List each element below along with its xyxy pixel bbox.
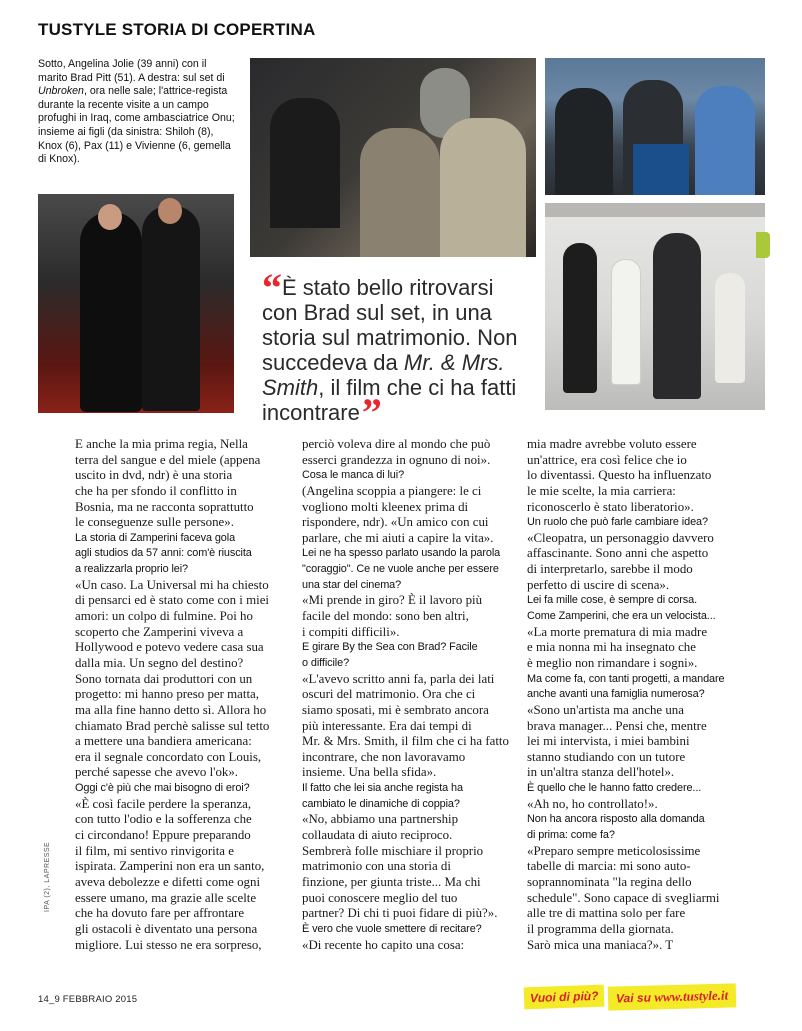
website-promo[interactable]: [524, 984, 766, 1010]
text-line: mia madre avrebbe voluto essere: [527, 437, 697, 451]
text-line: gli ostacoli è diventato una persona: [75, 921, 258, 936]
text-line: «No, abbiamo una partnership: [302, 812, 459, 827]
text-line: parlare, che mi aiuti a capire la vita».: [302, 530, 494, 545]
text-line: perciò voleva dire al mondo che può: [302, 437, 491, 451]
text-line: facile del mondo: sono ben altri,: [302, 609, 469, 624]
interview-question: È quello che le hanno fatto credere...: [527, 782, 702, 795]
text-line: perché sapesse che avevo l'ok».: [75, 765, 239, 780]
text-line: insieme. Una bella sfida».: [302, 765, 437, 780]
caption-text-2: , ora nelle sale; l'attrice-regista durante la recente visite a un campo profughi in Iraq, come ambasciatrice Onu; insieme ai figli (da sinistra: Shiloh (8), Knox (6), Pax (11) e Vivienne (6, gemella di Knox).: [38, 85, 235, 166]
article-column-3: [527, 437, 765, 953]
text-line: «Preparo sempre meticolosissime: [527, 843, 701, 858]
interview-question: Cosa le manca di lui?: [302, 469, 405, 482]
interview-question: Come Zamperini, che era un velocista...: [527, 610, 716, 623]
text-line: uscito in dvd, ndr) è una storia: [75, 468, 233, 483]
interview-question: La storia di Zamperini faceva gola: [75, 531, 236, 544]
text-line: matrimonio con una storia di: [302, 859, 451, 874]
text-line: tabelle di marcia: mi sono auto-: [527, 859, 691, 874]
text-line: (Angelina scoppia a piangere: le ci: [302, 483, 482, 498]
text-line: terra del sangue e del miele (appena: [75, 452, 261, 467]
text-line: Sono tornata dai produttori con un: [75, 671, 253, 686]
text-line: «Un caso. La Universal mi ha chiesto: [75, 577, 269, 592]
promo-site[interactable]: www.tustyle.it: [654, 987, 729, 1005]
text-line: un'attrice, era così felice che io: [527, 452, 687, 467]
text-line: Hollywood e potevo vedere casa sua: [75, 640, 264, 655]
page-number-date: 14_9 FEBBRAIO 2015: [38, 994, 138, 1005]
text-line: in un'altra stanza dell'hotel».: [527, 765, 675, 780]
text-line: puoi conoscere meglio del tuo: [302, 890, 458, 905]
text-line: che ha dovuto fare per affrontare: [75, 906, 245, 921]
text-line: rispondere, ndr). «Un amico con cui: [302, 515, 489, 530]
text-line: schedule". Sono capace di svegliarmi: [527, 890, 720, 905]
text-line: alle tre di mattina solo per fare: [527, 906, 686, 921]
text-line: amori: un colpo di fulmine. Poi ho: [75, 609, 253, 624]
interview-question: E girare By the Sea con Brad? Facile: [302, 641, 478, 654]
children-photo: [545, 203, 765, 410]
text-line: di pensarci ed è stato come con i miei: [75, 593, 270, 608]
text-line: ispirata. Zamperini non era un santo,: [75, 859, 265, 874]
pull-quote-film: Mr. & Mrs. Smith: [262, 350, 505, 400]
interview-question: Ma come fa, con tanti progetti, a mandare: [527, 672, 725, 685]
pull-quote-text-2: , il film che ci ha fatti incontrare: [262, 375, 517, 425]
text-line: «L'avevo scritto anni fa, parla dei lati: [302, 671, 495, 686]
text-line: siamo sposati, mi è sembrato ancora: [302, 702, 489, 717]
interview-question: Non ha ancora risposto alla domanda: [527, 813, 705, 826]
page-tab-marker: [756, 232, 770, 258]
film-set-photo: [250, 58, 536, 257]
text-line: vogliono molti kleenex prima di: [302, 499, 469, 514]
article-column-2: [302, 437, 514, 953]
interview-question: Lei fa mille cose, è sempre di corsa.: [527, 594, 698, 607]
text-line: «È così facile perdere la speranza,: [75, 796, 252, 811]
iraq-visit-photo: [545, 58, 765, 195]
photo-caption: [38, 58, 238, 167]
article-column-1: [75, 437, 287, 953]
text-line: dalla mia. Un segno del destino?: [75, 655, 244, 670]
text-line: stanno studiando con un tutore: [527, 749, 686, 764]
interview-question: Oggi c'è più che mai bisogno di eroi?: [75, 782, 250, 795]
interview-question: "coraggio". Ce ne vuole anche per essere: [302, 563, 499, 576]
text-line: le mie scelte, la mia carriera:: [527, 483, 676, 498]
text-line: esserci grandezza in ognuno di noi».: [302, 452, 491, 467]
text-line: aveva debolezze e difetti come ogni: [75, 874, 261, 889]
text-line: incontrare, che non lavoravamo: [302, 749, 466, 764]
text-line: finzione, per giunta triste... Ma chi: [302, 874, 481, 889]
text-line: Sarò mica una maniaca?». T: [527, 937, 674, 952]
photo-credit: IPA (2), LAPRESSE: [44, 841, 51, 912]
text-line: il film, mi sentivo rinvigorita e: [75, 843, 234, 858]
text-line: i compiti difficili».: [302, 624, 400, 639]
text-line: chiamato Brad perchè salisse sul tetto: [75, 718, 270, 733]
text-line: era il segnale concordato con Louis,: [75, 749, 262, 764]
interview-question: È vero che vuole smettere di recitare?: [302, 922, 482, 935]
text-line: scoperto che Zamperini viveva a: [75, 624, 244, 639]
interview-question: anche avanti una famiglia numerosa?: [527, 688, 705, 701]
text-line: a mettere una bandiera americana:: [75, 734, 252, 749]
text-line: con tutto l'odio e la sofferenza che: [75, 812, 252, 827]
text-line: progetto: mi hanno preso per matta,: [75, 687, 259, 702]
text-line: è meglio non rimandare i sogni».: [527, 655, 698, 670]
interview-question: Un ruolo che può farle cambiare idea?: [527, 516, 708, 529]
text-line: che ha per sfondo il conflitto in: [75, 483, 237, 498]
text-line: lo diventassi. Questo ha influenzato: [527, 468, 712, 483]
pull-quote: [262, 265, 532, 435]
interview-question: cambiato le dinamiche di coppia?: [302, 797, 460, 810]
text-line: riconoscerlo è stato liberatorio».: [527, 499, 694, 514]
text-line: di interpretarlo, sarebbe il modo: [527, 562, 693, 577]
interview-question: agli studios da 57 anni: com'è riuscita: [75, 547, 252, 560]
promo-label: Vuoi di più?: [524, 985, 605, 1010]
text-line: più interessante. Era dai tempi di: [302, 718, 472, 733]
section-title: TUSTYLE STORIA DI COPERTINA: [38, 20, 316, 39]
text-line: collaudata di aiuto reciproco.: [302, 828, 453, 843]
interview-question: a realizzarla proprio lei?: [75, 563, 189, 576]
text-line: essere umano, ma grazie alle scelte: [75, 890, 257, 905]
text-line: E anche la mia prima regia, Nella: [75, 437, 248, 451]
interview-question: di prima: come fa?: [527, 829, 615, 842]
text-line: brava manager... Pensi che, mentre: [527, 718, 707, 733]
caption-film-title: Unbroken: [38, 85, 84, 98]
text-line: il programma della giornata.: [527, 921, 674, 936]
pull-quote-text-1: È stato bello ritrovarsi con Brad sul set, in una storia sul matrimonio. Non succedeva da: [262, 275, 518, 375]
open-quote-mark: “: [262, 265, 282, 310]
text-line: «Cleopatra, un personaggio davvero: [527, 530, 714, 545]
text-line: oscuri del matrimonio. Ora che ci: [302, 687, 476, 702]
text-line: «Mi prende in giro? È il lavoro più: [302, 593, 483, 608]
text-line: partner? Di chi ti puoi fidare di più?».: [302, 906, 498, 921]
promo-prefix: Vai su: [616, 990, 652, 1006]
text-line: «Di recente ho capito una cosa:: [302, 937, 465, 952]
text-line: affascinante. Sono anni che aspetto: [527, 546, 709, 561]
red-carpet-photo: [38, 194, 234, 413]
promo-link[interactable]: [608, 983, 737, 1010]
text-line: ci circondano! Eppure preparando: [75, 828, 251, 843]
text-line: «Sono un'artista ma anche una: [527, 702, 684, 717]
text-line: e mia nonna mi ha insegnato che: [527, 640, 696, 655]
interview-question: una star del cinema?: [302, 578, 402, 591]
interview-question: Lei ne ha spesso parlato usando la parola: [302, 547, 501, 560]
text-line: ma alla fine hanno detto sì. Allora ho: [75, 702, 267, 717]
interview-question: Il fatto che lei sia anche regista ha: [302, 782, 463, 795]
caption-text-1: Sotto, Angelina Jolie (39 anni) con il marito Brad Pitt (51). A destra: sul set di: [38, 58, 225, 84]
interview-question: o difficile?: [302, 656, 350, 669]
close-quote-mark: ”: [361, 390, 382, 435]
text-line: Bosnia, ma ne racconta soprattutto: [75, 499, 254, 514]
text-line: migliore. Lui stesso ne era sorpreso,: [75, 937, 262, 952]
text-line: perfetto di uscire di scena».: [527, 577, 670, 592]
text-line: «La morte prematura di mia madre: [527, 624, 708, 639]
text-line: le conseguenze sulle persone».: [75, 515, 234, 530]
text-line: Sembrerà folle mischiare il proprio: [302, 843, 484, 858]
text-line: soprannominata "la regina dello: [527, 874, 692, 889]
text-line: «Ah no, ho controllato!».: [527, 796, 658, 811]
text-line: lei mi intervista, i miei bambini: [527, 734, 690, 749]
text-line: Mr. & Mrs. Smith, il film che ci ha fatto: [302, 734, 509, 749]
